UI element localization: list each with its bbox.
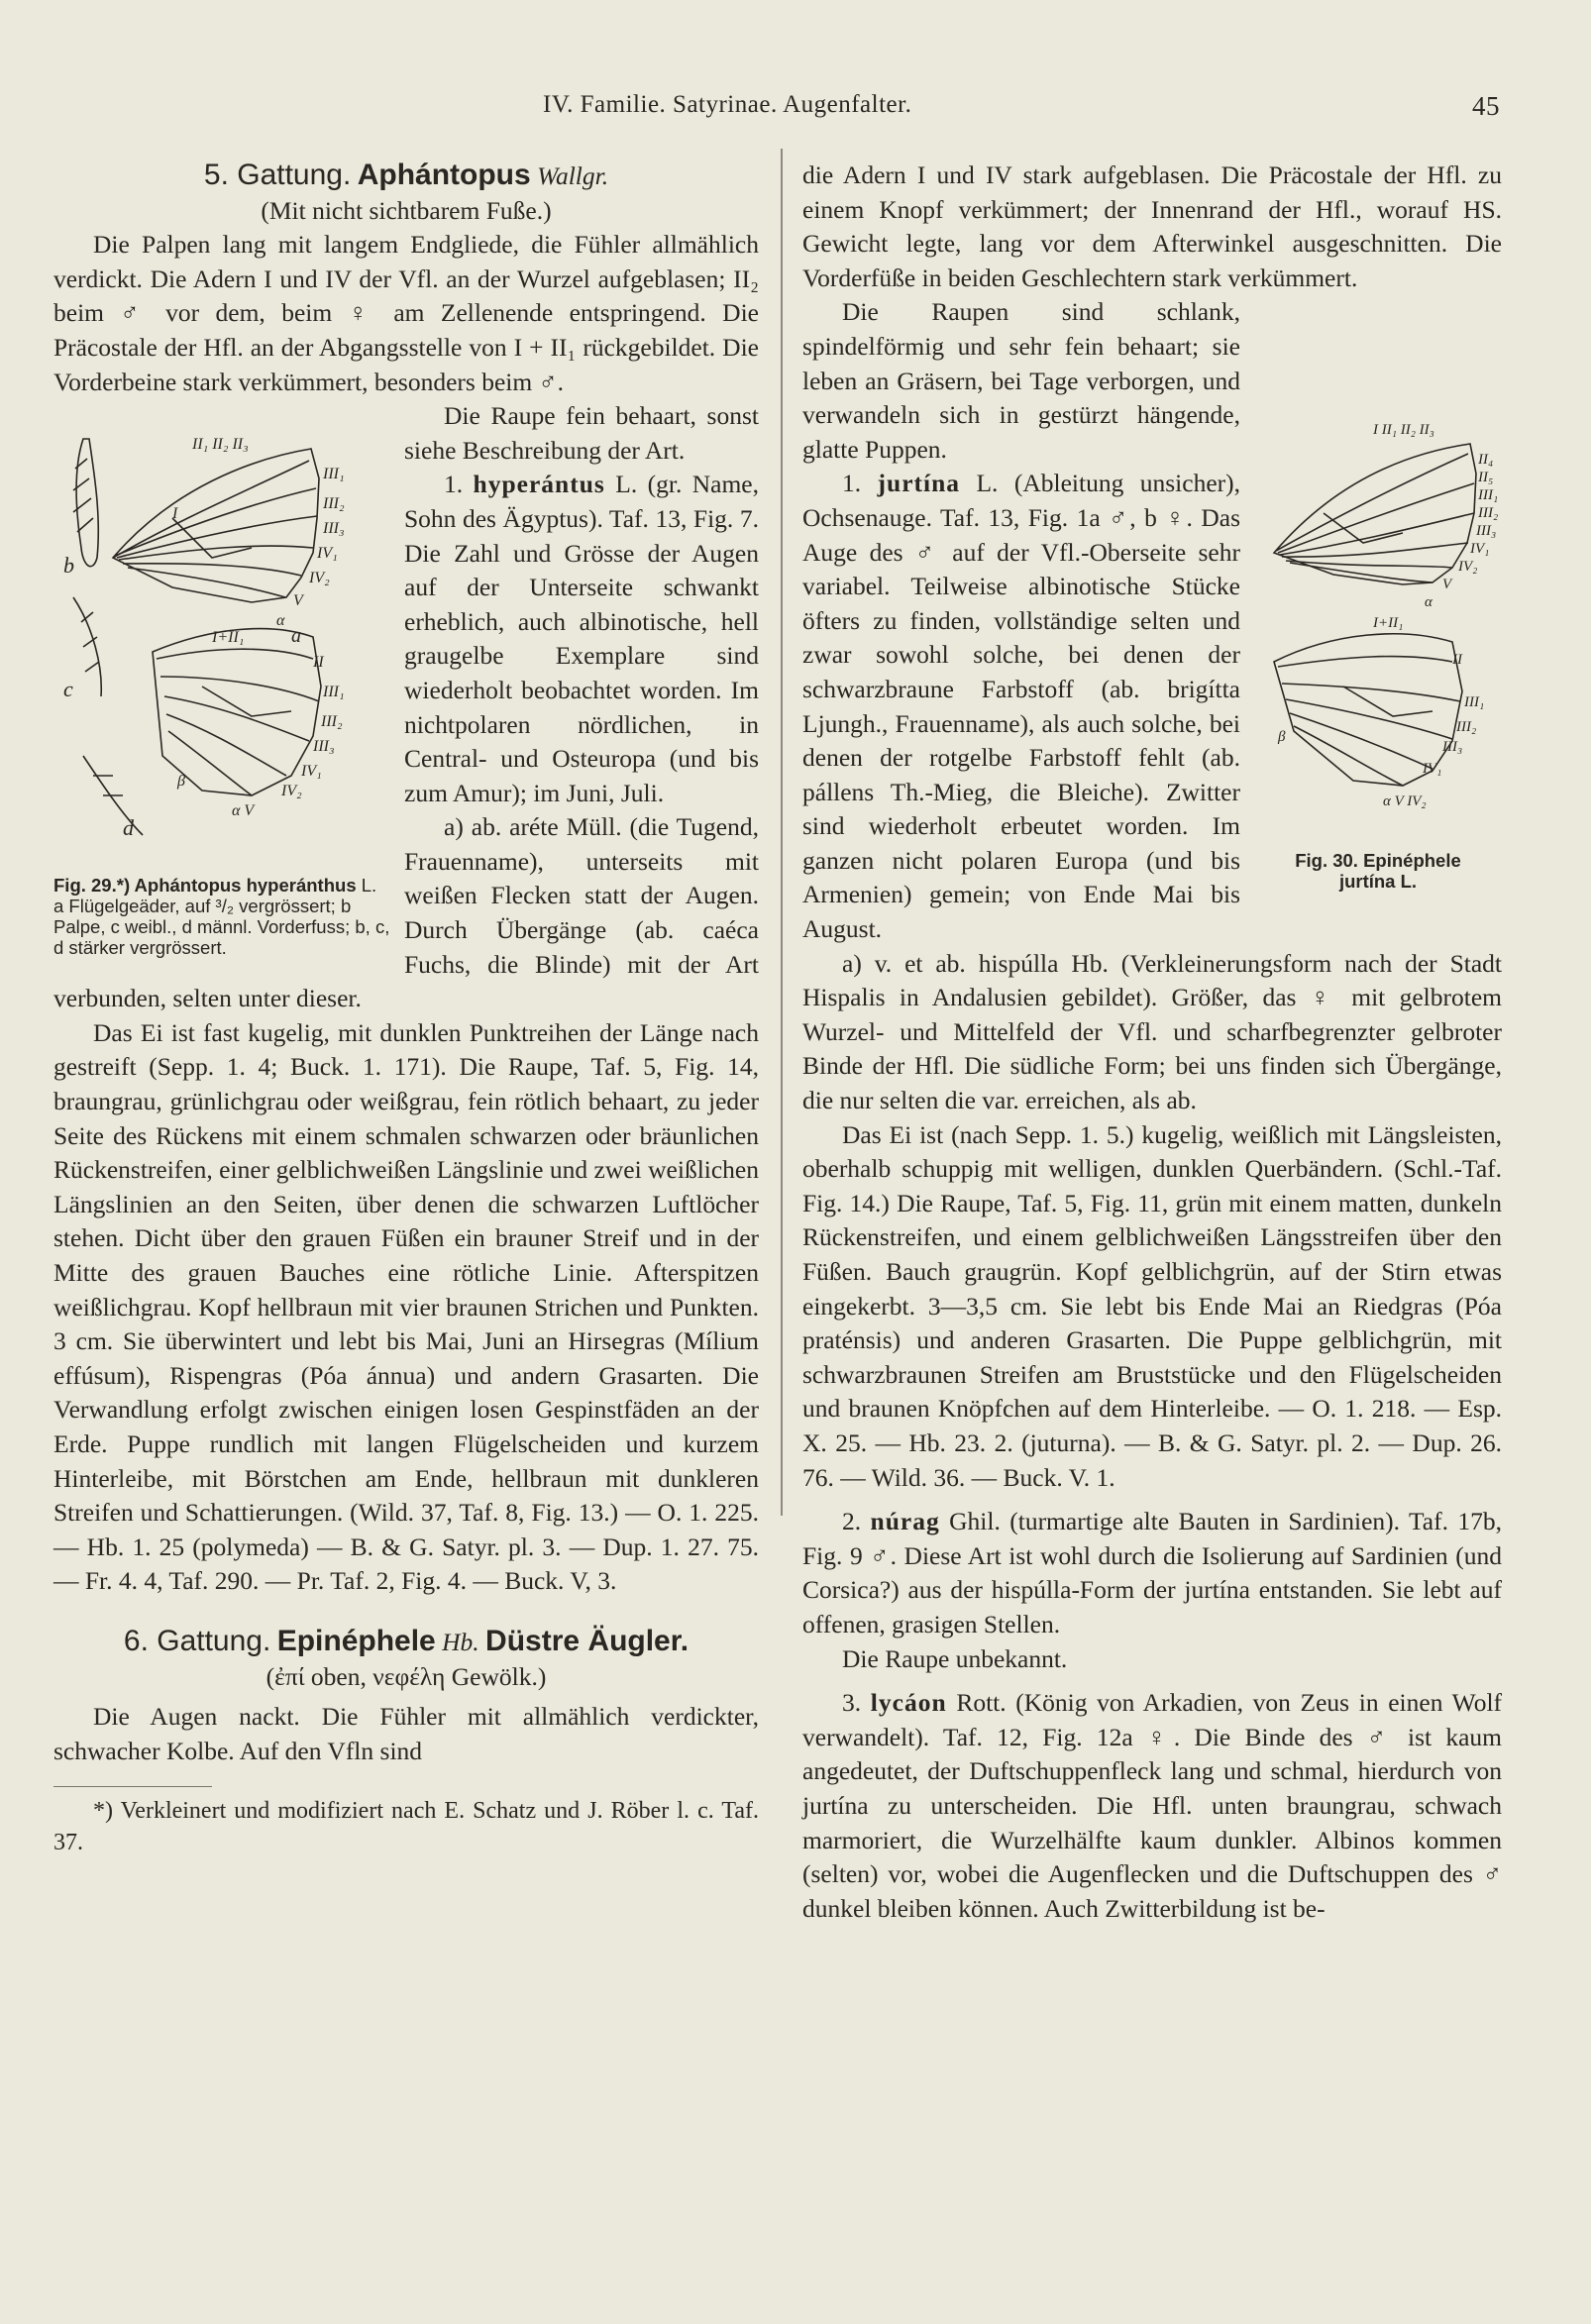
genus-5-author: Wallgr. [537, 161, 609, 190]
wing-venation-diagram-30 [1254, 404, 1502, 840]
svg-text:II₄: II₄ [1478, 452, 1494, 469]
species-name-lycaon: lycáon [870, 1688, 947, 1718]
svg-text:β: β [177, 773, 185, 791]
svg-text:α: α [1425, 594, 1432, 611]
svg-text:II: II [313, 654, 324, 672]
svg-text:IV₂: IV₂ [281, 783, 302, 800]
species-number: 3. [842, 1688, 862, 1718]
genus-6-common-name: Düstre Äugler. [485, 1624, 689, 1657]
species-nurag [802, 1505, 1502, 1641]
running-head [0, 91, 1591, 131]
svg-text:I: I [172, 505, 178, 523]
svg-text:β: β [1278, 729, 1286, 746]
svg-text:III₃: III₃ [313, 738, 335, 756]
svg-text:IV₂: IV₂ [309, 570, 330, 587]
footnote-rule [53, 1786, 212, 1787]
genus-6-name: Epinéphele [276, 1624, 436, 1657]
svg-text:III₂: III₂ [1478, 505, 1499, 522]
svg-text:a: a [291, 625, 301, 648]
genus-5-heading [53, 158, 759, 194]
svg-text:c: c [63, 677, 73, 702]
genus-5-number: 5. Gattung. [203, 158, 352, 191]
svg-text:V: V [1442, 577, 1452, 593]
genus-6-number: 6. Gattung. [123, 1624, 271, 1657]
species-text-hyperantus: L. (gr. Name, Sohn des Ägyptus). Taf. 13, Fig. 7. Die Zahl und Grösse der Augen auf der Unterseite schwankt erheblich, auch albinotische, hell graugelbe Exemplare sind wiederholt beobachtet worden. Im nichtpolaren nördlichen, in Central- und Osteuropa (und bis zum Amur); im Juni, Juli. [404, 470, 759, 807]
species-number: 1. [842, 469, 862, 498]
figure-29-caption-title: Fig. 29.*) Aphántopus hyperánthus [53, 874, 357, 896]
species-name-hyperantus: hyperántus [473, 470, 605, 499]
genus-5-subtitle: (Mit nicht sichtbarem Fuße.) [261, 195, 552, 225]
larvae-description: Die Raupen sind schlank, spindelförmig und sehr fein behaart; sie leben an Gräsern, bei Tage verborgen, und verwandeln sich in gestürzt hängende, glatte Puppen. [802, 297, 1240, 464]
species-number: 1. [444, 470, 464, 499]
figure-30-caption-species: jurtína L. [1338, 870, 1418, 892]
svg-text:III₂: III₂ [323, 495, 345, 513]
figure-30 [1254, 404, 1502, 892]
footnote: *) Verkleinert und modifiziert nach E. Schatz und J. Röber l. c. Taf. 37. [53, 1798, 759, 1856]
right-column [802, 158, 1502, 1926]
species-name-jurtina: jurtína [877, 469, 961, 498]
species-name-nurag: núrag [870, 1507, 940, 1536]
page-number: 45 [1472, 91, 1500, 121]
svg-text:III₁: III₁ [323, 684, 345, 701]
genus-6-description: Die Augen nackt. Die Fühler mit allmählich verdickter, schwacher Kolbe. Auf den Vfln sind [53, 1702, 759, 1765]
svg-text:III₃: III₃ [323, 520, 345, 538]
wing-venation-diagram-29 [53, 399, 390, 865]
genus-6-subtitle: (ἐπί oben, νεφέλη Gewölk.) [265, 1661, 547, 1691]
svg-text:α V IV₂: α V IV₂ [1383, 793, 1427, 810]
left-column [53, 158, 759, 1858]
svg-text:III₁: III₁ [323, 466, 345, 483]
figure-29-caption-text: L. a Flügelgeäder, auf ³/₂ vergrössert; b Palpe, c weibl., d männl. Vorderfuss; b, c, d stärker vergrössert. [53, 874, 390, 958]
egg-larva-description-left: Das Ei ist fast kugelig, mit dunklen Punktreihen der Länge nach gestreift (Sepp. 1. 4; Buck. 1. 171). Die Raupe, Taf. 5, Fig. 14, braungrau, grünlichgrau oder weißgrau, fein rötlich behaart, zu jeder Seite des Rückens mit einem schmalen schwarzen oder bräunlichen Rückenstreifen, einer gelblichweißen Längslinie und zwei weißlichen Längslinien an den Seiten, über denen die schwarzen Luftlöcher stehen. Dicht über den grauen Füßen ein brauner Streif und in der Mitte des grauen Bauches eine rötliche Linie. Afterspitzen weißlichgrau. Kopf hellbraun mit vier braunen Strichen und Punkten. 3 cm. Sie überwintert und lebt bis Mai, Juni an Hirsegras (Mílium effúsum), Rispengras (Póa ánnua) und andern Grasarten. Die Verwandlung erfolgt zwischen einigen losen Gespinstfäden an der Erde. Puppe rundlich mit langen Flügelscheiden und kurzem Hinterleibe, mit Börstchen am Ende, hellbraun mit dunkleren Streifen und Schattierungen. (Wild. 37, Taf. 8, Fig. 13.) — O. 1. 225. — Hb. 1. 25 (polymeda) — B. & G. Satyr. pl. 3. — Dup. 1. 27. 75. — Fr. 4. 4, Taf. 290. — Pr. Taf. 2, Fig. 4. — Buck. V, 3. [53, 1017, 759, 1596]
svg-text:α V: α V [232, 802, 255, 820]
species-text-jurtina: L. (Ableitung unsicher), Ochsenauge. Taf. 13, Fig. 1a ♂, b ♀. Das Auge des ♂ auf der Vfl.-Oberseite sehr variabel. Teilweise albinotische Stücke öfters zu finden, vollständige selten und zwar sowohl solche, bei denen der schwarzbraune Farbstoff (ab. brigítta Ljungh., Frauenname), als auch solche, bei denen der rotgelbe Farbstoff fehlt (ab. pállens Th.-Mieg, die Bleiche). Zwitter sind wiederholt erbeutet worden. Im ganzen nicht polaren Europa (und bis Armenien) gemein; von Ende Mai bis August. [802, 469, 1240, 944]
svg-text:III₂: III₂ [321, 713, 343, 731]
svg-text:III₃: III₃ [1476, 523, 1497, 540]
aberration-arete: a) ab. aréte Müll. (die Tugend, Frauenname), unterseits mit weißen Flecken statt der Augen. Durch Übergänge (ab. caéca Fuchs, die Blinde) mit der Art verbunden, selten unter dieser. [53, 812, 759, 1013]
genus-5-description-b: Die Raupe fein behaart, sonst siehe Beschreibung der Art. [404, 401, 759, 465]
running-head-title: IV. Familie. Satyrinae. Augenfalter. [543, 91, 912, 118]
species-lycaon [802, 1686, 1502, 1926]
svg-text:b: b [63, 553, 74, 579]
nurag-larva: Die Raupe unbekannt. [842, 1643, 1068, 1673]
column-divider [781, 149, 783, 1516]
svg-text:IV₁: IV₁ [317, 545, 338, 563]
svg-text:d: d [123, 815, 134, 841]
species-text-nurag: Ghil. (turmartige alte Bauten in Sardinien). Taf. 17b, Fig. 9 ♂. Diese Art ist wohl durch die Isolierung auf Sardinien (und Corsica?) aus der hispúlla-Form der jurtína entstanden. Sie lebt auf offenen, grasigen Stellen. [802, 1507, 1502, 1638]
figure-30-caption-title: Fig. 30. Epinéphele [1295, 849, 1461, 871]
svg-text:III₂: III₂ [1456, 719, 1477, 736]
svg-text:II: II [1452, 652, 1462, 669]
species-number: 2. [842, 1507, 862, 1536]
svg-text:V: V [293, 592, 303, 610]
svg-text:III₁: III₁ [1464, 694, 1485, 711]
svg-text:I II₁ II₂ II₃: I II₁ II₂ II₃ [1373, 422, 1434, 439]
species-text-lycaon: Rott. (König von Arkadien, von Zeus in einen Wolf verwandelt). Taf. 12, Fig. 12a ♀. Die Binde des ♂ ist kaum angedeutet, der Duftschuppenfleck lang und schmal, hierdurch von jurtína zu unterscheiden. Die Hfl. unten braungrau, schwach marmoriert, die Wurzelhälfte kaum dunkler. Albinos kommen (selten) vor, wobei die Augenflecken und die Duftschuppen des ♂ dunkel bleiben können. Auch Zwitterbildung ist be- [802, 1688, 1503, 1923]
svg-text:IV₂: IV₂ [1458, 559, 1478, 576]
svg-text:II₅: II₅ [1478, 470, 1494, 486]
svg-text:IV₁: IV₁ [1470, 541, 1490, 558]
genus-5-name: Aphántopus [357, 158, 531, 191]
genus-6-author: Hb. [442, 1627, 479, 1656]
svg-text:I+II₁: I+II₁ [1373, 615, 1404, 632]
svg-text:I+II₁: I+II₁ [212, 629, 245, 647]
variety-hispulla: a) v. et ab. hispúlla Hb. (Verkleinerungsform nach der Stadt Hispalis in Andalusien gebildet). Größer, das ♀ mit gelbrotem Wurzel- und Mittelfeld der Vfl. und scharfbegrenzter gelbroter Binde der Hfl. Die südliche Form; bei uns finden sich Übergänge, die nur selten die var. erreichen, als ab. [802, 948, 1502, 1115]
genus-5-description-a: Die Palpen lang mit langem Endgliede, die Fühler allmählich verdickt. Die Adern I und IV der Vfl. an der Wurzel aufgeblasen; II₂ beim ♂ vor dem, beim ♀ am Zellenende entspringend. Die Präcostale der Hfl. an der Abgangsstelle von I + II₁ rückgebildet. Die Vorderbeine stark verkümmert, besonders beim ♂. [53, 230, 759, 396]
figure-30-caption [1254, 850, 1502, 892]
figure-29 [53, 399, 390, 958]
genus-6-heading [53, 1625, 759, 1660]
svg-text:II₁ II₂ II₃: II₁ II₂ II₃ [192, 436, 249, 454]
svg-text:III₁: III₁ [1478, 487, 1499, 504]
genus-6-description-cont: die Adern I und IV stark aufgeblasen. Die Präcostale der Hfl. zu einem Knopf verkümmert; der Innenrand der Hfl., worauf HS. Gewicht legte, lang vor dem Afterwinkel ausgeschnitten. Die Vorderfüße in beiden Geschlechtern stark verkümmert. [802, 160, 1502, 292]
svg-text:α: α [276, 612, 285, 630]
svg-text:IV₁: IV₁ [301, 763, 322, 781]
svg-text:IV₁: IV₁ [1423, 761, 1442, 778]
svg-text:III₃: III₃ [1442, 739, 1463, 756]
egg-larva-description-right: Das Ei ist (nach Sepp. 1. 5.) kugelig, weißlich mit Längsleisten, oberhalb schuppig mit welligen, dunklen Querbändern. (Schl.-Taf. Fig. 14.) Die Raupe, Taf. 5, Fig. 11, grün mit einem matten, dunkeln Rückenstreifen, und einem gelblichweißen Längsstreifen über den Füßen. Bauch graugrün. Kopf gelblichgrün, auf der Stirn etwas eingekerbt. 3—3,5 cm. Sie lebt bis Ende Mai an Riedgras (Póa praténsis) und anderen Grasarten. Die Puppe gelblichgrün, mit schwarzbraunen Streifen am Bruststücke und den Flügelscheiden und braunen Knöpfchen auf dem Hinterleibe. — O. 1. 218. — Esp. X. 25. — Hb. 23. 2. (juturna). — B. & G. Satyr. pl. 2. — Dup. 26. 76. — Wild. 36. — Buck. V. 1. [802, 1119, 1502, 1492]
figure-29-caption [53, 875, 390, 958]
